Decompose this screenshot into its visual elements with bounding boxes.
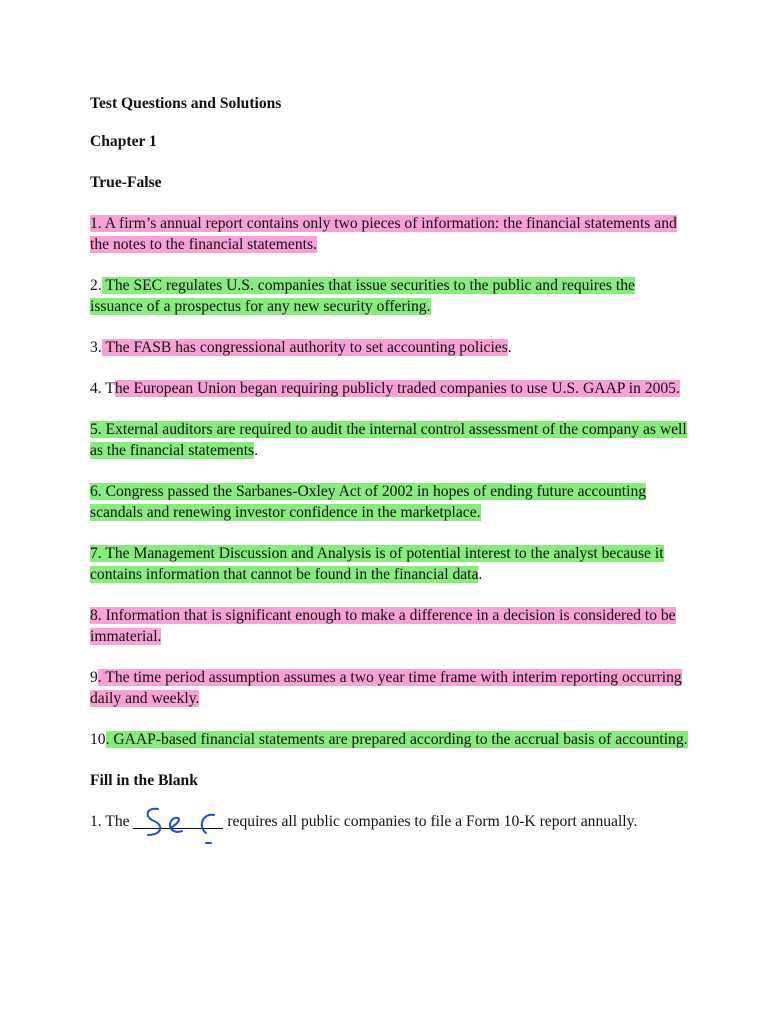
document-title: Test Questions and Solutions [90,95,282,112]
true-false-heading: True-False [90,174,162,191]
handwritten-answer-sec [142,801,232,851]
tf-question-9-text-2: . The time period assumption assumes a two year time frame with interim reporting occurring daily and weekly. [90,669,682,707]
tf-question-5 [90,419,690,461]
true-false-list [90,213,690,750]
tf-question-10 [90,729,690,750]
tf-question-3-text-2: The FASB has congressional authority to set accounting policies [101,339,508,356]
tf-question-5-text-1: 5. External auditors are required to audit the internal control assessment of the company as well as the financial statements [90,421,687,459]
tf-question-10-text-2: . GAAP-based financial statements are prepared according to the accrual basis of accounting. [105,731,688,748]
tf-question-7 [90,543,690,585]
tf-question-4-text-1: 4. T [90,380,115,397]
fill-in-blank-question [90,811,690,832]
tf-question-2-text-1: 2. [90,277,102,294]
document-page [90,93,690,832]
tf-question-6 [90,481,690,523]
tf-question-7-text-2: . [478,566,483,583]
tf-question-9-text-1: 9 [90,669,98,686]
tf-question-3-text-3: . [507,339,512,356]
tf-question-1-text-1: 1. A firm’s annual report contains only two pieces of information: the financial statements and the notes to the financial statements. [90,215,677,253]
tf-question-4 [90,378,690,399]
tf-question-4-text-2: he European Union began requiring publicly traded companies to use U.S. GAAP in 2005. [114,380,680,397]
tf-question-1 [90,213,690,255]
tf-question-3-text-1: 3. [90,339,102,356]
tf-question-6-text-1: 6. Congress passed the Sarbanes-Oxley Act of 2002 in hopes of ending future accounting scandals and renewing investor confidence in the marketplace. [90,483,647,521]
tf-question-8 [90,605,690,647]
chapter-heading: Chapter 1 [90,133,157,150]
tf-question-3 [90,337,690,358]
fib-suffix: requires all public companies to file a Form 10-K report annually. [223,813,638,830]
fill-in-blank-heading: Fill in the Blank [90,772,198,789]
tf-question-8-text-1: 8. Information that is significant enough to make a difference in a decision is considered to be immaterial. [90,607,676,645]
tf-question-2 [90,275,690,317]
fib-prefix: 1. The [90,813,134,830]
tf-question-7-text-1: 7. The Management Discussion and Analysis is of potential interest to the analyst because it contains information that cannot be found in the financial data [90,545,664,583]
tf-question-2-text-2: The SEC regulates U.S. companies that issue securities to the public and requires the issuance of a prospectus for any new security offering. [90,277,635,315]
tf-question-10-text-1: 10 [90,731,106,748]
tf-question-5-text-2: . [254,442,259,459]
tf-question-9 [90,667,690,709]
